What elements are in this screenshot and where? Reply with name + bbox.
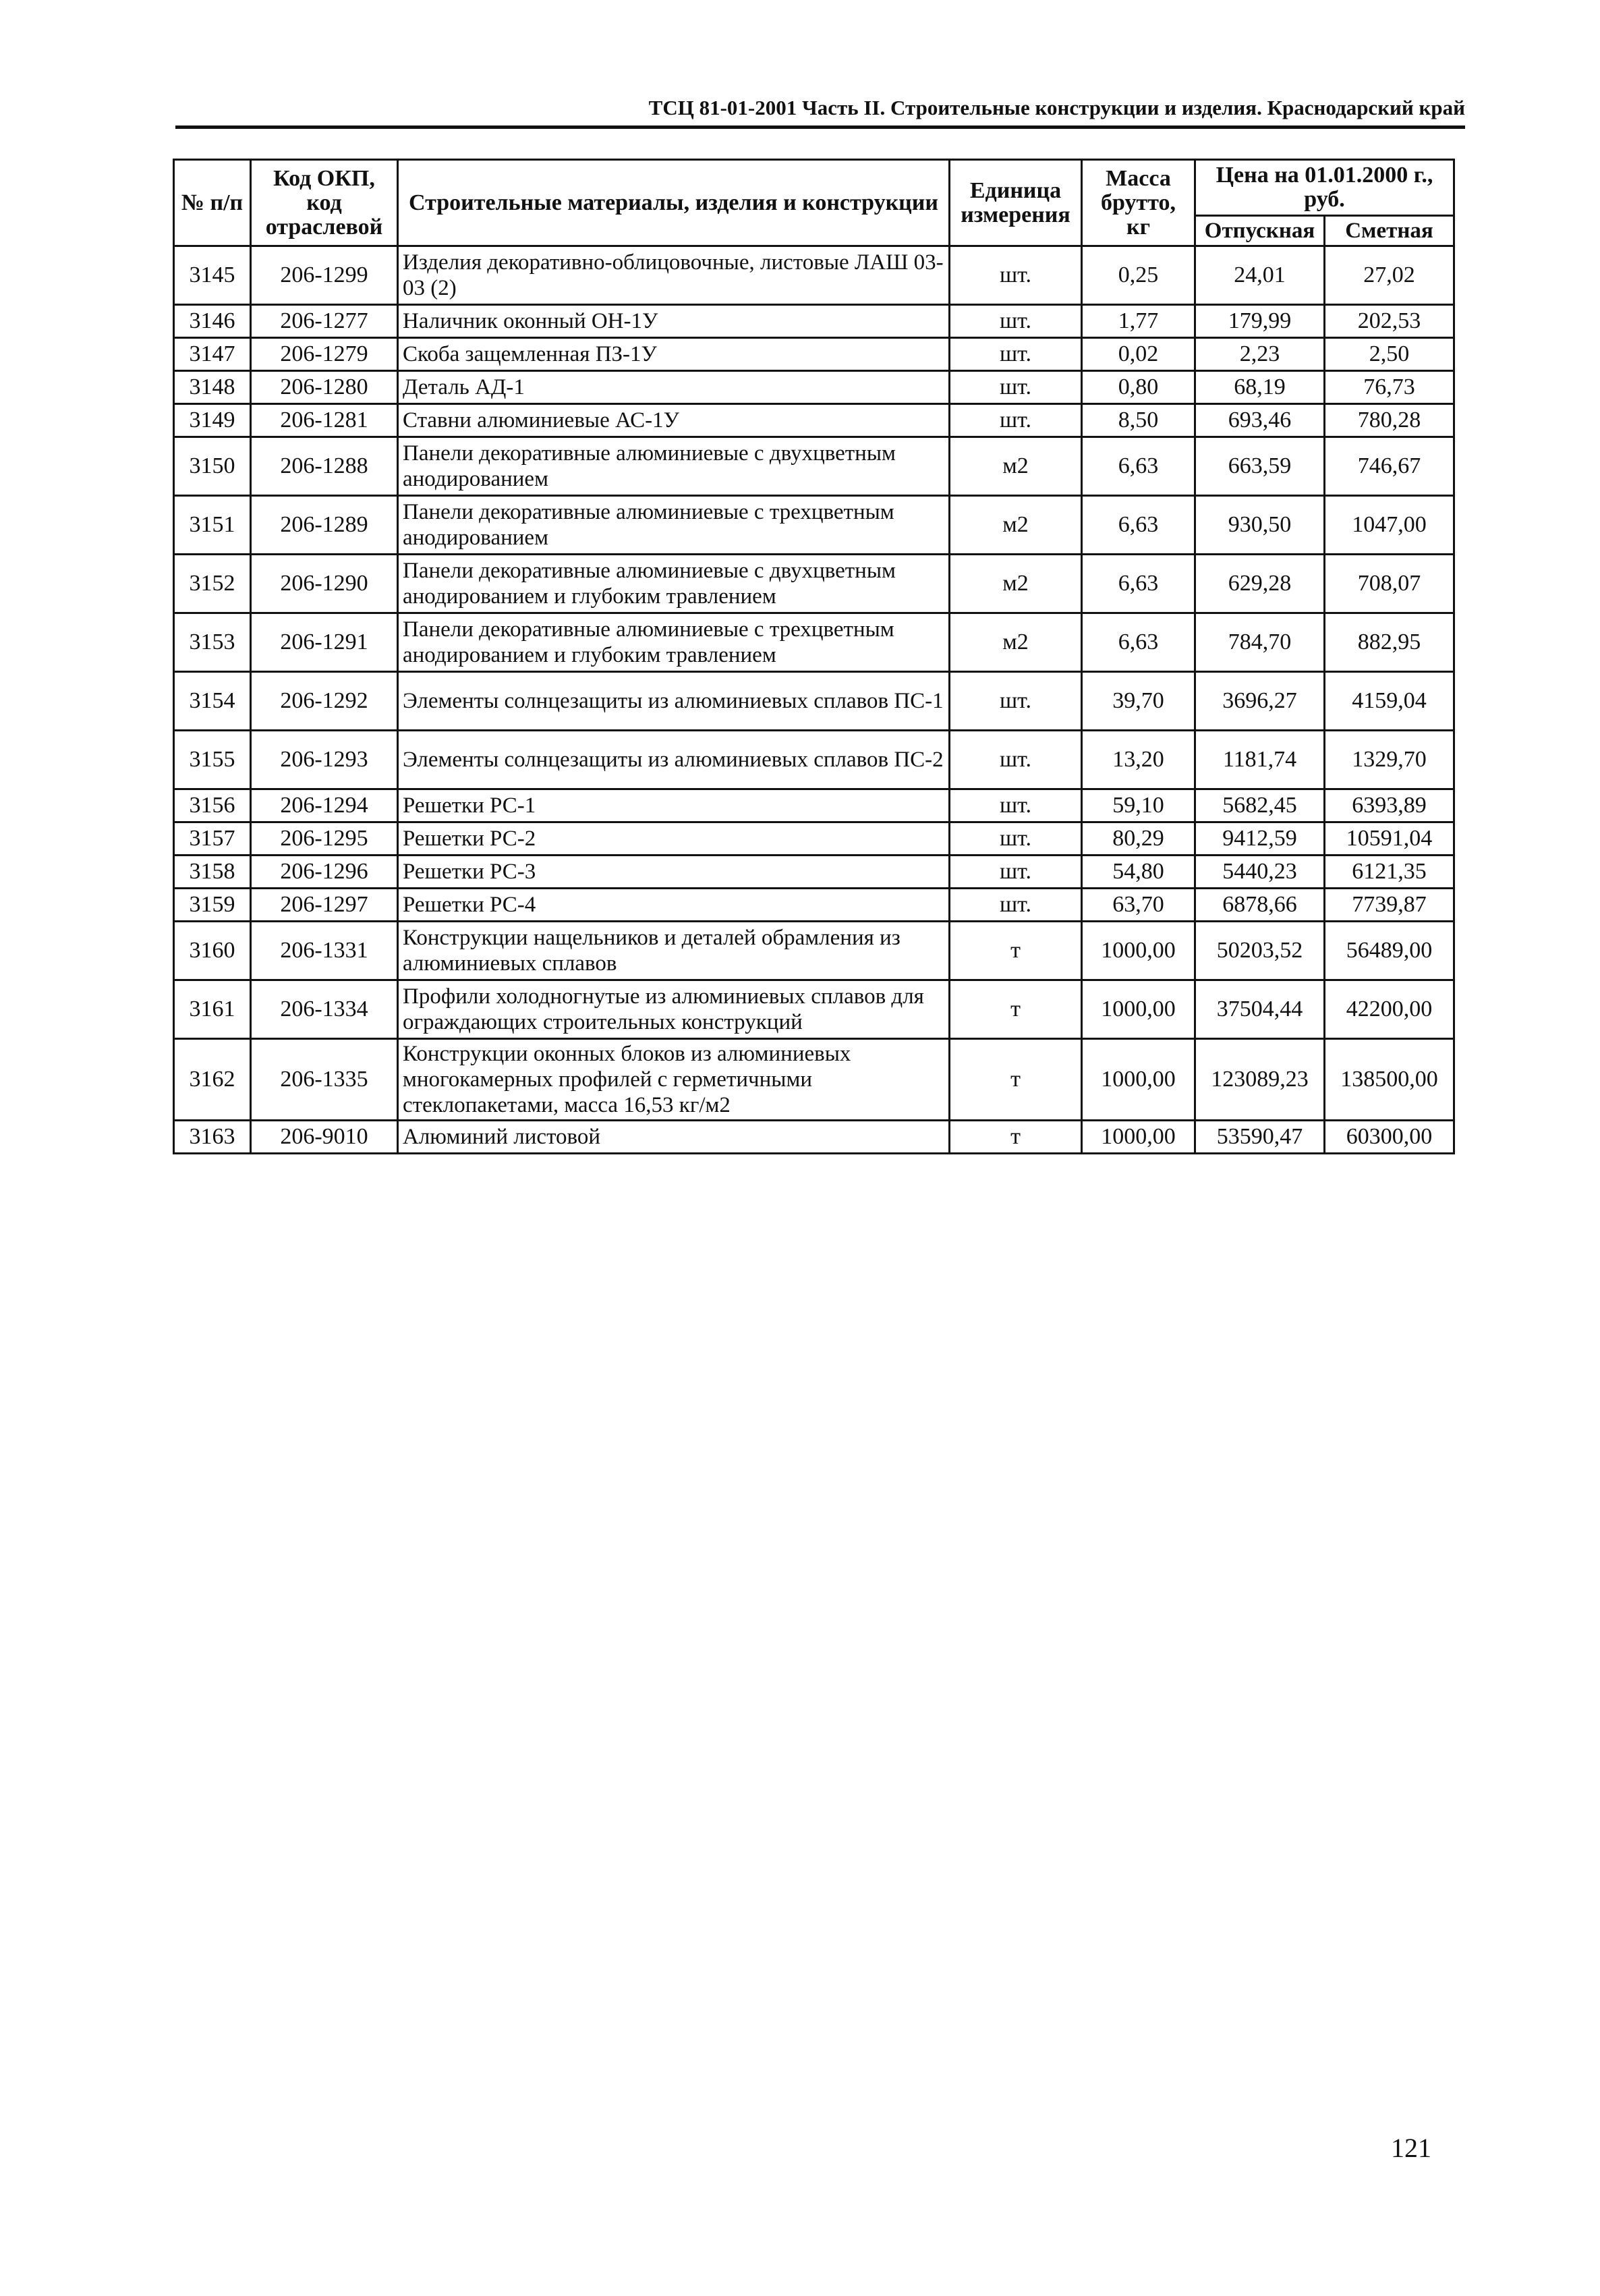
cell-code: 206-1299	[251, 246, 398, 305]
cell-price-estimate: 6393,89	[1325, 789, 1454, 822]
cell-price-release: 1181,74	[1195, 731, 1325, 789]
col-header-price-release: Отпускная	[1195, 216, 1325, 246]
cell-price-release: 930,50	[1195, 496, 1325, 555]
cell-name: Решетки РС-1	[398, 789, 950, 822]
cell-code: 206-1292	[251, 672, 398, 731]
cell-mass: 59,10	[1082, 789, 1195, 822]
cell-price-release: 50203,52	[1195, 922, 1325, 980]
cell-code: 206-1289	[251, 496, 398, 555]
cell-mass: 6,63	[1082, 555, 1195, 613]
cell-unit: т	[950, 1039, 1082, 1121]
cell-unit: м2	[950, 555, 1082, 613]
cell-unit: шт.	[950, 822, 1082, 856]
price-table-container	[173, 159, 1453, 1154]
cell-unit: м2	[950, 613, 1082, 672]
cell-price-estimate: 60300,00	[1325, 1121, 1454, 1154]
cell-unit: шт.	[950, 856, 1082, 889]
cell-num: 3157	[174, 822, 251, 856]
cell-name: Наличник оконный ОН-1У	[398, 305, 950, 338]
cell-price-release: 68,19	[1195, 371, 1325, 404]
cell-mass: 1,77	[1082, 305, 1195, 338]
cell-num: 3148	[174, 371, 251, 404]
cell-code: 206-1281	[251, 404, 398, 437]
cell-price-estimate: 76,73	[1325, 371, 1454, 404]
cell-price-release: 2,23	[1195, 338, 1325, 371]
table-row	[174, 246, 1454, 305]
cell-num: 3147	[174, 338, 251, 371]
cell-code: 206-1297	[251, 889, 398, 922]
cell-unit: шт.	[950, 371, 1082, 404]
cell-price-estimate: 138500,00	[1325, 1039, 1454, 1121]
cell-name: Конструкции оконных блоков из алюминиевых многокамерных профилей с герметичными стеклопакетами, масса 16,53 кг/м2	[398, 1039, 950, 1121]
cell-price-estimate: 2,50	[1325, 338, 1454, 371]
cell-code: 206-1331	[251, 922, 398, 980]
cell-num: 3159	[174, 889, 251, 922]
cell-num: 3161	[174, 980, 251, 1039]
cell-name: Панели декоративные алюминиевые с трехцветным анодированием и глубоким травлением	[398, 613, 950, 672]
cell-mass: 1000,00	[1082, 1039, 1195, 1121]
cell-name: Решетки РС-2	[398, 822, 950, 856]
cell-mass: 1000,00	[1082, 980, 1195, 1039]
cell-num: 3162	[174, 1039, 251, 1121]
cell-price-estimate: 202,53	[1325, 305, 1454, 338]
cell-mass: 1000,00	[1082, 922, 1195, 980]
cell-name: Профили холодногнутые из алюминиевых сплавов для ограждающих строительных конструкций	[398, 980, 950, 1039]
table-row	[174, 889, 1454, 922]
table-row	[174, 338, 1454, 371]
col-header-price-estimate: Сметная	[1325, 216, 1454, 246]
cell-mass: 39,70	[1082, 672, 1195, 731]
cell-name: Решетки РС-4	[398, 889, 950, 922]
cell-unit: т	[950, 1121, 1082, 1154]
cell-code: 206-1335	[251, 1039, 398, 1121]
cell-num: 3146	[174, 305, 251, 338]
cell-price-release: 5440,23	[1195, 856, 1325, 889]
cell-unit: шт.	[950, 889, 1082, 922]
cell-price-release: 9412,59	[1195, 822, 1325, 856]
table-row	[174, 822, 1454, 856]
cell-price-release: 784,70	[1195, 613, 1325, 672]
cell-mass: 6,63	[1082, 496, 1195, 555]
cell-name: Панели декоративные алюминиевые с двухцветным анодированием	[398, 437, 950, 496]
table-row	[174, 371, 1454, 404]
cell-price-estimate: 10591,04	[1325, 822, 1454, 856]
table-row	[174, 613, 1454, 672]
col-header-unit: Единица измерения	[950, 160, 1082, 246]
cell-name: Элементы солнцезащиты из алюминиевых сплавов ПС-2	[398, 731, 950, 789]
cell-mass: 0,02	[1082, 338, 1195, 371]
col-header-mass: Масса брутто, кг	[1082, 160, 1195, 246]
table-row	[174, 980, 1454, 1039]
cell-price-release: 5682,45	[1195, 789, 1325, 822]
cell-price-estimate: 4159,04	[1325, 672, 1454, 731]
cell-code: 206-1294	[251, 789, 398, 822]
page-header-title: ТСЦ 81-01-2001 Часть II. Строительные конструкции и изделия. Краснодарский край	[648, 96, 1465, 119]
col-header-num: № п/п	[174, 160, 251, 246]
cell-price-release: 3696,27	[1195, 672, 1325, 731]
cell-num: 3160	[174, 922, 251, 980]
cell-name: Конструкции нащельников и деталей обрамления из алюминиевых сплавов	[398, 922, 950, 980]
cell-name: Деталь АД-1	[398, 371, 950, 404]
cell-unit: шт.	[950, 404, 1082, 437]
cell-price-estimate: 708,07	[1325, 555, 1454, 613]
cell-price-estimate: 882,95	[1325, 613, 1454, 672]
cell-mass: 0,80	[1082, 371, 1195, 404]
cell-num: 3154	[174, 672, 251, 731]
cell-name: Алюминий листовой	[398, 1121, 950, 1154]
cell-name: Скоба защемленная ПЗ-1У	[398, 338, 950, 371]
cell-unit: шт.	[950, 672, 1082, 731]
cell-unit: м2	[950, 437, 1082, 496]
cell-num: 3152	[174, 555, 251, 613]
cell-price-release: 6878,66	[1195, 889, 1325, 922]
cell-num: 3149	[174, 404, 251, 437]
cell-price-estimate: 7739,87	[1325, 889, 1454, 922]
cell-code: 206-1293	[251, 731, 398, 789]
table-row	[174, 496, 1454, 555]
cell-name: Элементы солнцезащиты из алюминиевых сплавов ПС-1	[398, 672, 950, 731]
cell-num: 3163	[174, 1121, 251, 1154]
cell-mass: 6,63	[1082, 437, 1195, 496]
cell-code: 206-9010	[251, 1121, 398, 1154]
cell-price-release: 53590,47	[1195, 1121, 1325, 1154]
cell-price-estimate: 6121,35	[1325, 856, 1454, 889]
cell-price-release: 37504,44	[1195, 980, 1325, 1039]
cell-name: Решетки РС-3	[398, 856, 950, 889]
table-row	[174, 1121, 1454, 1154]
cell-mass: 13,20	[1082, 731, 1195, 789]
cell-mass: 6,63	[1082, 613, 1195, 672]
cell-price-estimate: 56489,00	[1325, 922, 1454, 980]
table-row	[174, 305, 1454, 338]
cell-price-release: 693,46	[1195, 404, 1325, 437]
cell-mass: 8,50	[1082, 404, 1195, 437]
cell-code: 206-1290	[251, 555, 398, 613]
price-table	[173, 159, 1455, 1154]
cell-price-estimate: 42200,00	[1325, 980, 1454, 1039]
cell-num: 3156	[174, 789, 251, 822]
cell-unit: м2	[950, 496, 1082, 555]
cell-code: 206-1291	[251, 613, 398, 672]
cell-unit: т	[950, 980, 1082, 1039]
cell-name: Ставни алюминиевые АС-1У	[398, 404, 950, 437]
cell-code: 206-1288	[251, 437, 398, 496]
cell-unit: шт.	[950, 246, 1082, 305]
cell-price-release: 24,01	[1195, 246, 1325, 305]
table-row	[174, 404, 1454, 437]
cell-num: 3150	[174, 437, 251, 496]
cell-num: 3153	[174, 613, 251, 672]
cell-price-release: 629,28	[1195, 555, 1325, 613]
cell-unit: т	[950, 922, 1082, 980]
col-header-name: Строительные материалы, изделия и конструкции	[398, 160, 950, 246]
cell-mass: 1000,00	[1082, 1121, 1195, 1154]
cell-num: 3155	[174, 731, 251, 789]
cell-unit: шт.	[950, 338, 1082, 371]
cell-unit: шт.	[950, 305, 1082, 338]
cell-code: 206-1334	[251, 980, 398, 1039]
cell-code: 206-1296	[251, 856, 398, 889]
cell-mass: 54,80	[1082, 856, 1195, 889]
cell-price-release: 179,99	[1195, 305, 1325, 338]
cell-price-estimate: 1329,70	[1325, 731, 1454, 789]
cell-unit: шт.	[950, 789, 1082, 822]
page-number: 121	[1391, 2133, 1431, 2163]
cell-code: 206-1279	[251, 338, 398, 371]
cell-num: 3158	[174, 856, 251, 889]
table-row	[174, 555, 1454, 613]
cell-price-estimate: 27,02	[1325, 246, 1454, 305]
cell-name: Изделия декоративно-облицовочные, листовые ЛАШ 03-03 (2)	[398, 246, 950, 305]
cell-num: 3145	[174, 246, 251, 305]
cell-mass: 63,70	[1082, 889, 1195, 922]
table-row	[174, 922, 1454, 980]
col-header-code: Код ОКП, код отраслевой	[251, 160, 398, 246]
table-header	[174, 160, 1454, 246]
cell-price-estimate: 746,67	[1325, 437, 1454, 496]
header-rule	[175, 125, 1465, 129]
table-row	[174, 672, 1454, 731]
cell-price-estimate: 1047,00	[1325, 496, 1454, 555]
cell-name: Панели декоративные алюминиевые с двухцветным анодированием и глубоким травлением	[398, 555, 950, 613]
cell-mass: 0,25	[1082, 246, 1195, 305]
table-row	[174, 789, 1454, 822]
table-row	[174, 1039, 1454, 1121]
table-row	[174, 856, 1454, 889]
table-row	[174, 437, 1454, 496]
cell-price-estimate: 780,28	[1325, 404, 1454, 437]
cell-num: 3151	[174, 496, 251, 555]
cell-price-release: 123089,23	[1195, 1039, 1325, 1121]
cell-code: 206-1295	[251, 822, 398, 856]
cell-code: 206-1280	[251, 371, 398, 404]
cell-mass: 80,29	[1082, 822, 1195, 856]
cell-unit: шт.	[950, 731, 1082, 789]
table-body	[174, 246, 1454, 1154]
cell-name: Панели декоративные алюминиевые с трехцветным анодированием	[398, 496, 950, 555]
cell-code: 206-1277	[251, 305, 398, 338]
col-header-price: Цена на 01.01.2000 г., руб.	[1195, 160, 1454, 216]
table-row	[174, 731, 1454, 789]
cell-price-release: 663,59	[1195, 437, 1325, 496]
